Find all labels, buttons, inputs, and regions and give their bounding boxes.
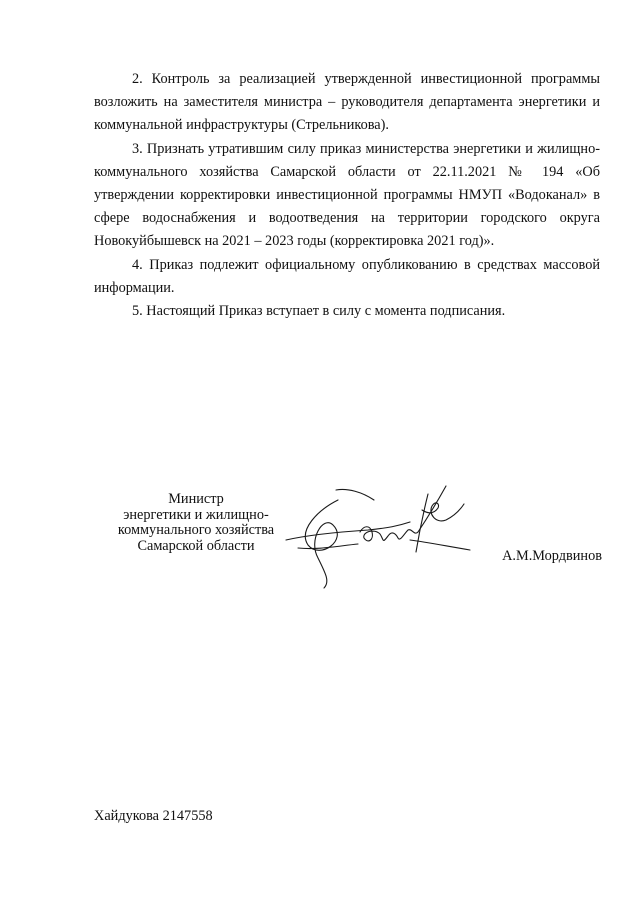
paragraph-4: 4. Приказ подлежит официальному опубликованию в средствах массовой информации. <box>94 256 600 296</box>
paragraph-2: 2. Контроль за реализацией утвержденной инвестиционной программы возложить на заместителя министра – руководителя департамента энергетики и коммунальной инфраструктуры (Стрельникова). <box>94 71 600 134</box>
signatory-name: А.М.Мордвинов <box>502 548 602 564</box>
handwritten-signature <box>278 470 478 600</box>
signatory-title-line: Министр <box>168 491 224 507</box>
signatory-title-line: энергетики и жилищно- <box>123 506 269 523</box>
paragraph-5: 5. Настоящий Приказ вступает в силу с момента подписания. <box>132 303 506 320</box>
signatory-title <box>96 492 296 554</box>
signature-block <box>0 492 640 602</box>
document-body <box>94 68 600 323</box>
executor-note: Хайдукова 2147558 <box>94 808 213 824</box>
paragraph-3: 3. Признать утратившим силу приказ министерства энергетики и жилищно-коммунального хозяйства Самарской области от 22.11.2021 № 194 «Об утверждении корректировки инвестиционной программы НМУП «Водоканал» в сфере водоснабжения и водоотведения на территории городского округа Новокуйбышевск на 2021 – 2023 годы (корректировка 2021 год)». <box>94 140 600 250</box>
signatory-title-line: Самарской области <box>137 537 255 554</box>
signatory-title-line: коммунального хозяйства <box>117 522 275 539</box>
